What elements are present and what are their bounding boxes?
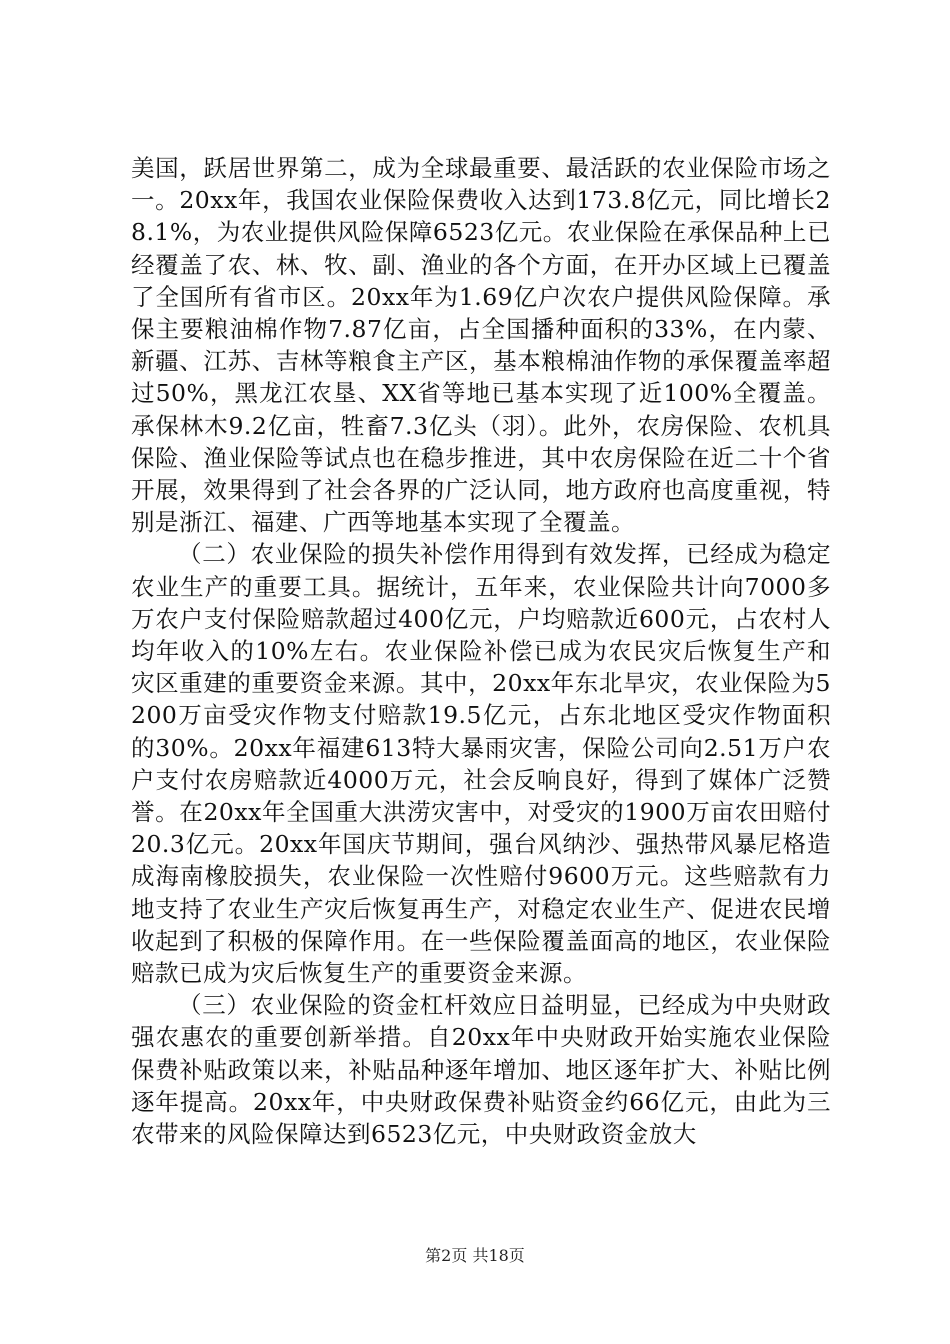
paragraph-section-three: （三）农业保险的资金杠杆效应日益明显，已经成为中央财政强农惠农的重要创新举措。自20xx年中央财政开始实施农业保险保费补贴政策以来，补贴品种逐年增加、地区逐年扩大、补贴比例逐年提高。20xx年，中央财政保费补贴资金约66亿元，由此为三农带来的风险保障达到6523亿元，中央财政资金放大 bbox=[131, 991, 831, 1149]
page-number-footer: 第2页 共18页 bbox=[425, 1246, 525, 1265]
document-body bbox=[131, 152, 831, 1150]
paragraph-section-two: （二）农业保险的损失补偿作用得到有效发挥，已经成为稳定农业生产的重要工具。据统计，五年来，农业保险共计向7000多万农户支付保险赔款超过400亿元，户均赔款近600元，占农村人均年收入的10%左右。农业保险补偿已成为农民灾后恢复生产和灾区重建的重要资金来源。其中，20xx年东北旱灾，农业保险为5200万亩受灾作物支付赔款19.5亿元，占东北地区受灾作物面积的30%。20xx年福建613特大暴雨灾害，保险公司向2.51万户农户支付农房赔款近4000万元，社会反响良好，得到了媒体广泛赞誉。在20xx年全国重大洪涝灾害中，对受灾的1900万亩农田赔付20.3亿元。20xx年国庆节期间，强台风纳沙、强热带风暴尼格造成海南橡胶损失，农业保险一次性赔付9600万元。这些赔款有力地支持了农业生产灾后恢复再生产，对稳定农业生产、促进农民增收起到了积极的保障作用。在一些保险覆盖面高的地区，农业保险赔款已成为灾后恢复生产的重要资金来源。 bbox=[131, 540, 831, 988]
paragraph-continued: 美国，跃居世界第二，成为全球最重要、最活跃的农业保险市场之一。20xx年，我国农业保险保费收入达到173.8亿元，同比增长28.1%，为农业提供风险保障6523亿元。农业保险在承保品种上已经覆盖了农、林、牧、副、渔业的各个方面，在开办区域上已覆盖了全国所有省市区。20xx年为1.69亿户次农户提供风险保障。承保主要粮油棉作物7.87亿亩，占全国播种面积的33%，在内蒙、新疆、江苏、吉林等粮食主产区，基本粮棉油作物的承保覆盖率超过50%，黑龙江农垦、XX省等地已基本实现了近100%全覆盖。承保林木9.2亿亩，牲畜7.3亿头（羽）。此外，农房保险、农机具保险、渔业保险等试点也在稳步推进，其中农房保险在近二十个省开展，效果得到了社会各界的广泛认同，地方政府也高度重视，特别是浙江、福建、广西等地基本实现了全覆盖。 bbox=[131, 154, 831, 537]
